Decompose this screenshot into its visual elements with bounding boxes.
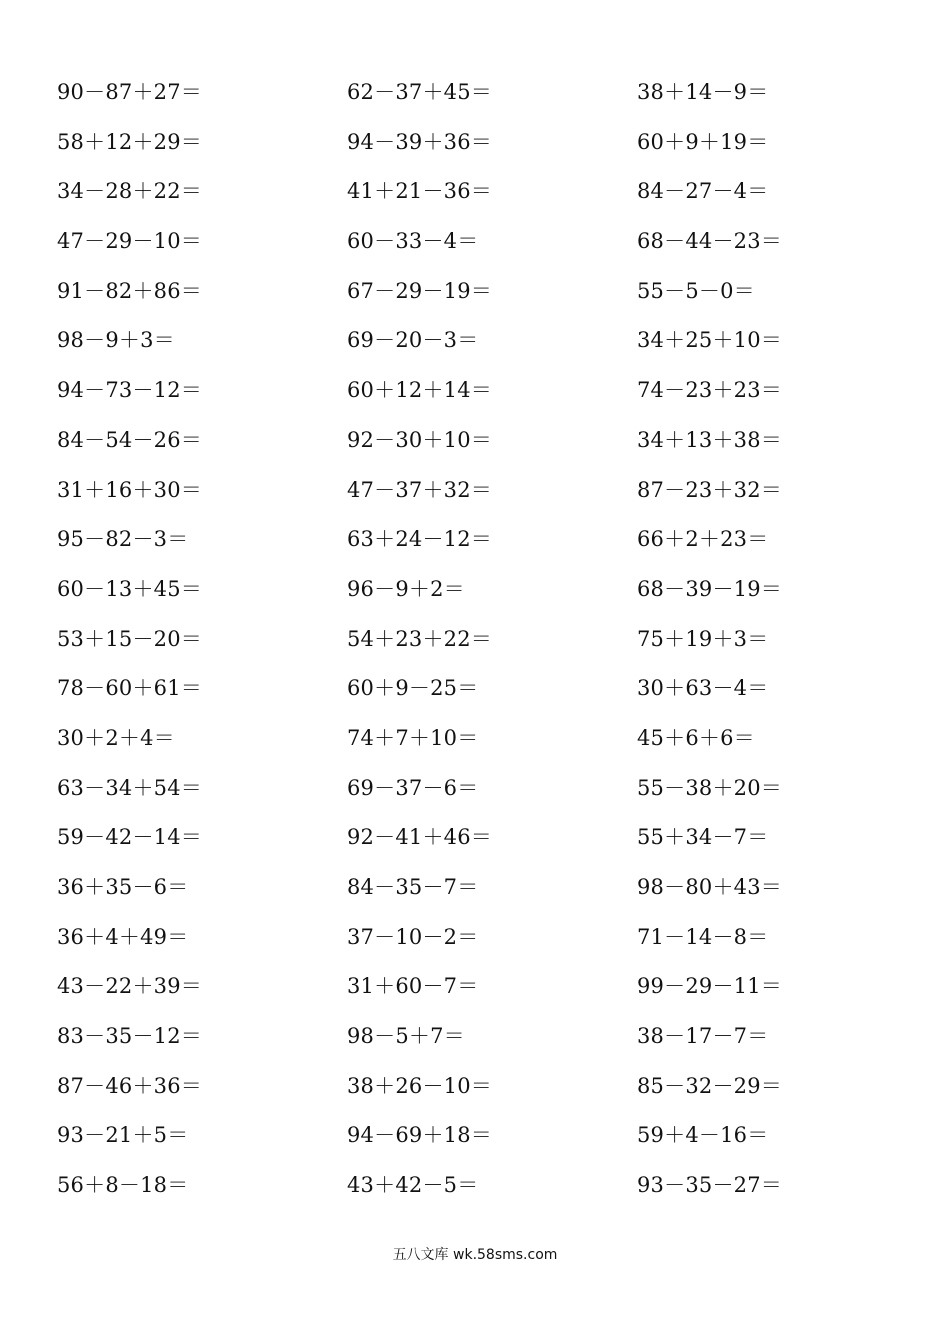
arithmetic-problem: 38＋14－9＝ [637, 80, 769, 104]
arithmetic-problem: 95－82－3＝ [57, 527, 189, 552]
arithmetic-problem: 84－54－26＝ [57, 427, 202, 452]
arithmetic-problem: 31＋16＋30＝ [57, 477, 202, 502]
arithmetic-problem: 43－22＋39＝ [57, 974, 202, 999]
arithmetic-problem: 93－21＋5＝ [57, 1123, 189, 1148]
arithmetic-problem: 60＋9＋19＝ [637, 129, 769, 154]
arithmetic-problem: 60＋12＋14＝ [347, 378, 492, 403]
arithmetic-problem: 98－80＋43＝ [637, 875, 782, 899]
arithmetic-problem: 36＋4＋49＝ [57, 924, 189, 949]
arithmetic-problem: 47－29－10＝ [57, 229, 202, 254]
arithmetic-problem: 34＋25＋10＝ [637, 328, 782, 353]
arithmetic-problem: 34＋13＋38＝ [637, 427, 782, 452]
arithmetic-problem: 74＋7＋10＝ [347, 725, 479, 750]
arithmetic-problem: 83－35－12＝ [57, 1024, 202, 1049]
footer-watermark: 五八文库 wk.58sms.com [392, 1247, 558, 1263]
arithmetic-problem: 54＋23＋22＝ [347, 626, 492, 651]
arithmetic-problem: 30＋63－4＝ [637, 676, 769, 701]
arithmetic-problem: 55－5－0＝ [637, 278, 755, 303]
arithmetic-problem: 59＋4－16＝ [637, 1123, 769, 1148]
arithmetic-problem: 38＋26－10＝ [347, 1073, 492, 1098]
arithmetic-problem: 47－37＋32＝ [347, 477, 492, 502]
arithmetic-problem: 96－9＋2＝ [347, 576, 465, 601]
arithmetic-problem: 99－29－11＝ [637, 974, 782, 999]
arithmetic-problem: 62－37＋45＝ [347, 80, 492, 104]
arithmetic-problem: 84－27－4＝ [637, 179, 769, 204]
arithmetic-problem: 34－28＋22＝ [57, 179, 202, 204]
arithmetic-problem: 36＋35－6＝ [57, 875, 189, 899]
arithmetic-problem: 55－38＋20＝ [637, 775, 782, 800]
arithmetic-problem: 94－39＋36＝ [347, 129, 492, 154]
arithmetic-problem: 87－46＋36＝ [57, 1073, 202, 1098]
arithmetic-problem: 37－10－2＝ [347, 924, 479, 949]
problem-grid [57, 76, 917, 1219]
arithmetic-problem: 68－39－19＝ [637, 576, 782, 601]
arithmetic-problem: 84－35－7＝ [347, 875, 479, 899]
arithmetic-problem: 92－30＋10＝ [347, 427, 492, 452]
arithmetic-problem: 74－23＋23＝ [637, 378, 782, 403]
arithmetic-problem: 69－37－6＝ [347, 775, 479, 800]
arithmetic-problem: 56＋8－18＝ [57, 1173, 189, 1198]
arithmetic-problem: 78－60＋61＝ [57, 676, 202, 701]
arithmetic-problem: 63＋24－12＝ [347, 527, 492, 552]
arithmetic-problem: 45＋6＋6＝ [637, 725, 755, 750]
arithmetic-problem: 75＋19＋3＝ [637, 626, 769, 651]
arithmetic-problem: 69－20－3＝ [347, 328, 479, 353]
arithmetic-problem: 98－5＋7＝ [347, 1024, 465, 1049]
arithmetic-problem: 98－9＋3＝ [57, 328, 175, 353]
arithmetic-problem: 41＋21－36＝ [347, 179, 492, 204]
arithmetic-problem: 55＋34－7＝ [637, 825, 769, 850]
arithmetic-problem: 59－42－14＝ [57, 825, 202, 850]
arithmetic-problem: 30＋2＋4＝ [57, 725, 175, 750]
arithmetic-problem: 94－73－12＝ [57, 378, 202, 403]
arithmetic-problem: 85－32－29＝ [637, 1073, 782, 1098]
arithmetic-problem: 71－14－8＝ [637, 924, 769, 949]
arithmetic-problem: 38－17－7＝ [637, 1024, 769, 1049]
arithmetic-problem: 60－13＋45＝ [57, 576, 202, 601]
arithmetic-problem: 63－34＋54＝ [57, 775, 202, 800]
arithmetic-problem: 91－82＋86＝ [57, 278, 202, 303]
arithmetic-problem: 92－41＋46＝ [347, 825, 492, 850]
arithmetic-problem: 90－87＋27＝ [57, 80, 202, 104]
arithmetic-problem: 87－23＋32＝ [637, 477, 782, 502]
arithmetic-problem: 60－33－4＝ [347, 229, 479, 254]
arithmetic-problem: 68－44－23＝ [637, 229, 782, 254]
arithmetic-problem: 94－69＋18＝ [347, 1123, 492, 1148]
arithmetic-problem: 93－35－27＝ [637, 1173, 782, 1198]
arithmetic-problem: 60＋9－25＝ [347, 676, 479, 701]
arithmetic-problem: 67－29－19＝ [347, 278, 492, 303]
arithmetic-problem: 66＋2＋23＝ [637, 527, 769, 552]
arithmetic-problem: 31＋60－7＝ [347, 974, 479, 999]
arithmetic-problem: 43＋42－5＝ [347, 1173, 479, 1198]
arithmetic-problem: 58＋12＋29＝ [57, 129, 202, 154]
arithmetic-problem: 53＋15－20＝ [57, 626, 202, 651]
